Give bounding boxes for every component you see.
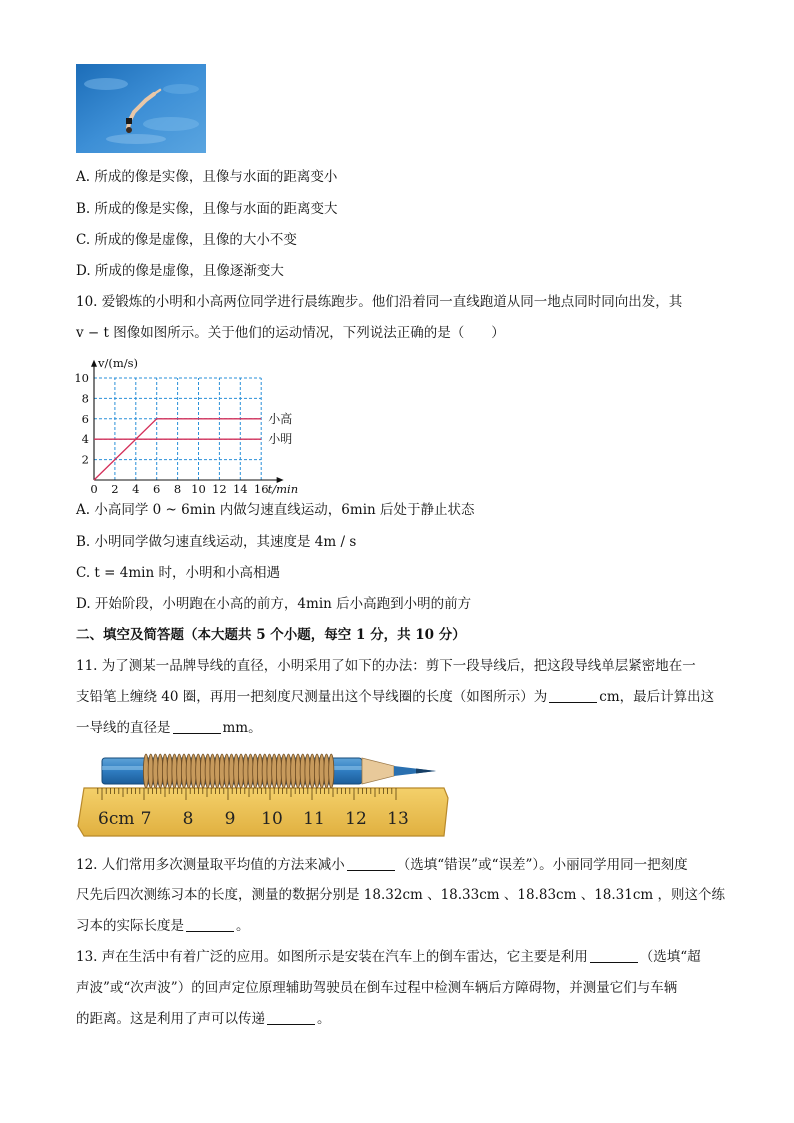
q12-line2: 尺先后四次测练习本的长度，测量的数据分别是 18.32cm 、18.33cm 、18.83cm 、18.31cm ，则这个练 (76, 887, 725, 903)
ruler-number: 11 (303, 809, 325, 829)
q12-line3: 习本的实际长度是 。 (76, 918, 250, 934)
q13-line3: 的距离。这是利用了声可以传递 。 (76, 1011, 331, 1027)
q11-line3: 一导线的直径是 mm。 (76, 720, 262, 736)
y-axis-arrow (91, 360, 97, 367)
q11-blank-2[interactable] (173, 721, 221, 734)
y-tick-label: 2 (81, 452, 89, 467)
ruler-number: 8 (182, 809, 194, 829)
x-tick-label: 2 (111, 482, 119, 496)
q9-option-c: C. 所成的像是虚像，且像的大小不变 (76, 232, 297, 248)
q10-option-b: B. 小明同学做匀速直线运动，其速度是 4m / s (76, 534, 357, 550)
q9-option-d: D. 所成的像是虚像，且像逐渐变大 (76, 263, 284, 279)
x-tick-label: 12 (212, 482, 227, 496)
x-tick-label: 16 (253, 482, 269, 496)
ruler-number: 7 (140, 809, 152, 829)
diver-photo (76, 64, 206, 153)
q12-line1: 12. 人们常用多次测量取平均值的方法来减小 （选填“错误”或“误差”）。小丽同学用同一把刻度 (76, 857, 688, 873)
y-tick-label: 8 (81, 391, 89, 406)
series-label-1: 小明 (268, 432, 293, 447)
q13-line1: 13. 声在生活中有着广泛的应用。如图所示是安装在汽车上的倒车雷达，它主要是利用 （选填“超 (76, 949, 701, 965)
ruler-number: 9 (224, 809, 236, 829)
x-tick-label: 8 (173, 482, 182, 496)
q12-blank-1[interactable] (347, 858, 395, 871)
coil-turn (329, 754, 334, 788)
ruler-number: 10 (261, 809, 283, 829)
y-tick-label: 6 (81, 411, 89, 426)
pencil-ruler-figure (76, 748, 451, 840)
q11-line2: 支铅笔上缠绕 40 圈，再用一把刻度尺测量出这个导线圈的长度（如图所示）为 cm，最后计算出这 (76, 689, 715, 705)
x-tick-label: 10 (191, 482, 206, 496)
q10-option-d: D. 开始阶段，小明跑在小高的前方，4min 后小高跑到小明的前方 (76, 596, 472, 612)
q13-blank-1[interactable] (590, 950, 638, 963)
y-tick-label: 10 (74, 371, 89, 385)
q13-blank-2[interactable] (267, 1012, 315, 1025)
ruler-number: 13 (387, 809, 409, 829)
q10-stem-line1: 10. 爱锻炼的小明和小高两位同学进行晨练跑步。他们沿着同一直线跑道从同一地点同时同向出发，其 (76, 294, 683, 310)
q9-option-b: B. 所成的像是实像，且像与水面的距离变大 (76, 201, 338, 217)
q10-option-c: C. t = 4min 时，小明和小高相遇 (76, 565, 280, 581)
vt-chart (70, 345, 320, 497)
q12-blank-2[interactable] (186, 919, 234, 932)
q11-blank-1[interactable] (549, 690, 597, 703)
x-tick-label: 0 (90, 482, 98, 496)
q11-line1: 11. 为了测某一品牌导线的直径，小明采用了如下的办法：剪下一段导线后，把这段导线单层紧密地在一 (76, 658, 696, 674)
x-tick-label: 14 (232, 482, 248, 496)
series-label-0: 小高 (268, 411, 293, 426)
y-tick-label: 4 (81, 432, 89, 447)
x-tick-label: 6 (153, 482, 161, 496)
ruler-number: 12 (345, 809, 367, 829)
ruler-unit-label: 6cm (98, 809, 135, 829)
y-axis-label: v/(m/s) (98, 355, 139, 370)
q10-option-a: A. 小高同学 0 ~ 6min 内做匀速直线运动，6min 后处于静止状态 (76, 502, 475, 518)
x-tick-label: 4 (132, 482, 140, 496)
x-axis-label: t/min (267, 482, 299, 496)
section-2-title: 二、填空及简答题（本大题共 5 个小题，每空 1 分，共 10 分） (76, 627, 466, 643)
q9-option-a: A. 所成的像是实像，且像与水面的距离变小 (76, 169, 338, 185)
q13-line2: 声波”或“次声波”）的回声定位原理辅助驾驶员在倒车过程中检测车辆后方障碍物，并测量它们与车辆 (76, 980, 678, 996)
q10-stem-line2: v − t 图像如图所示。关于他们的运动情况，下列说法正确的是（ ） (76, 325, 505, 341)
